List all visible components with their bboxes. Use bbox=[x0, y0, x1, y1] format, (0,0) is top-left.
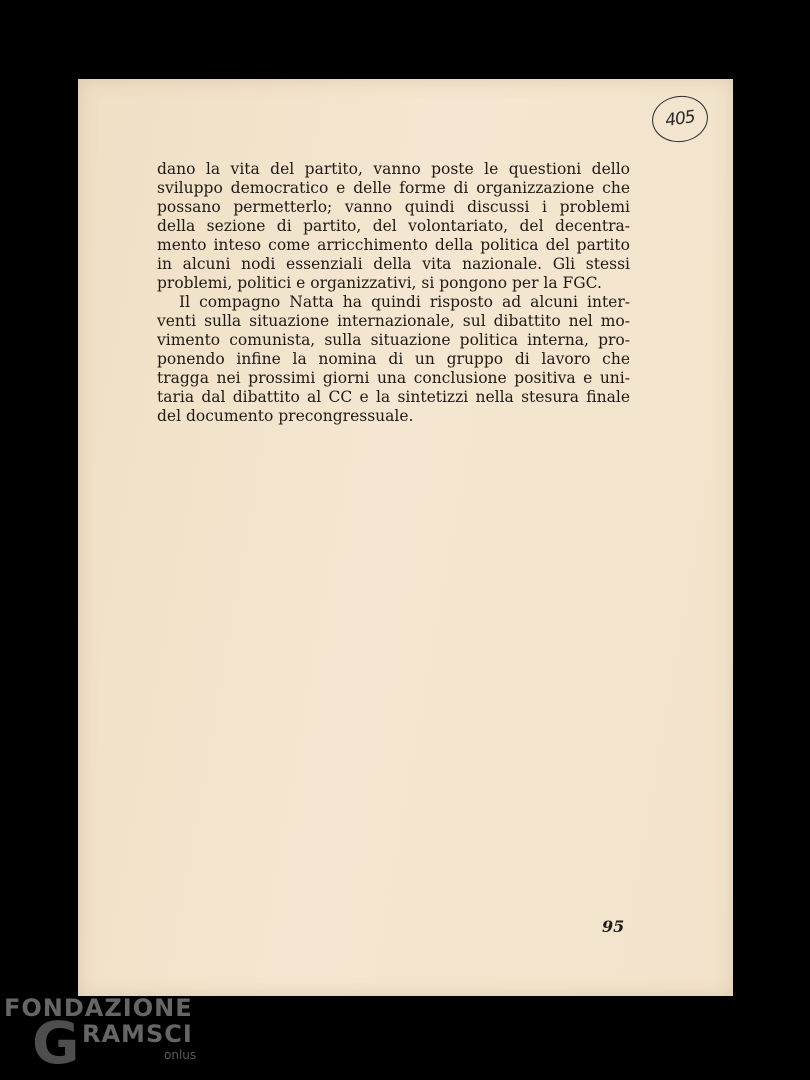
text-line: sviluppo democratico e delle forme di organizzazione che bbox=[157, 179, 630, 197]
body-text bbox=[157, 160, 630, 426]
logo-line2: RAMSCI bbox=[82, 1020, 193, 1048]
text-line: del documento precongressuale. bbox=[157, 407, 414, 425]
text-line: Il compagno Natta ha quindi risposto ad alcuni inter- bbox=[179, 293, 630, 311]
text-line: taria dal dibattito al CC e la sintetizzi nella stesura finale bbox=[157, 388, 630, 406]
fondazione-gramsci-logo bbox=[4, 994, 204, 1077]
logo-line1: FONDAZIONE bbox=[4, 994, 193, 1022]
logo-g-letter: G bbox=[32, 1009, 80, 1077]
logo-line3: onlus bbox=[164, 1048, 197, 1062]
text-line: problemi, politici e organizzativi, si pongono per la FGC. bbox=[157, 274, 602, 292]
text-line: dano la vita del partito, vanno poste le questioni dello bbox=[157, 160, 630, 178]
page-number: 95 bbox=[602, 917, 625, 936]
archive-number-stamp bbox=[649, 92, 711, 145]
text-line: in alcuni nodi essenziali della vita nazionale. Gli stessi bbox=[157, 255, 630, 273]
text-line: tragga nei prossimi giorni una conclusione positiva e uni- bbox=[157, 369, 630, 387]
text-line: mento inteso come arricchimento della politica del partito bbox=[157, 236, 630, 254]
text-line: venti sulla situazione internazionale, sul dibattito nel mo- bbox=[157, 312, 630, 330]
text-line: ponendo infine la nomina di un gruppo di lavoro che bbox=[157, 350, 630, 368]
text-line: possano permetterlo; vanno quindi discussi i problemi bbox=[157, 198, 630, 216]
text-line: della sezione di partito, del volontariato, del decentra- bbox=[157, 217, 630, 235]
text-line: vimento comunista, sulla situazione politica interna, pro- bbox=[157, 331, 630, 349]
document-page bbox=[78, 79, 733, 996]
archive-number-text: 405 bbox=[664, 107, 696, 131]
